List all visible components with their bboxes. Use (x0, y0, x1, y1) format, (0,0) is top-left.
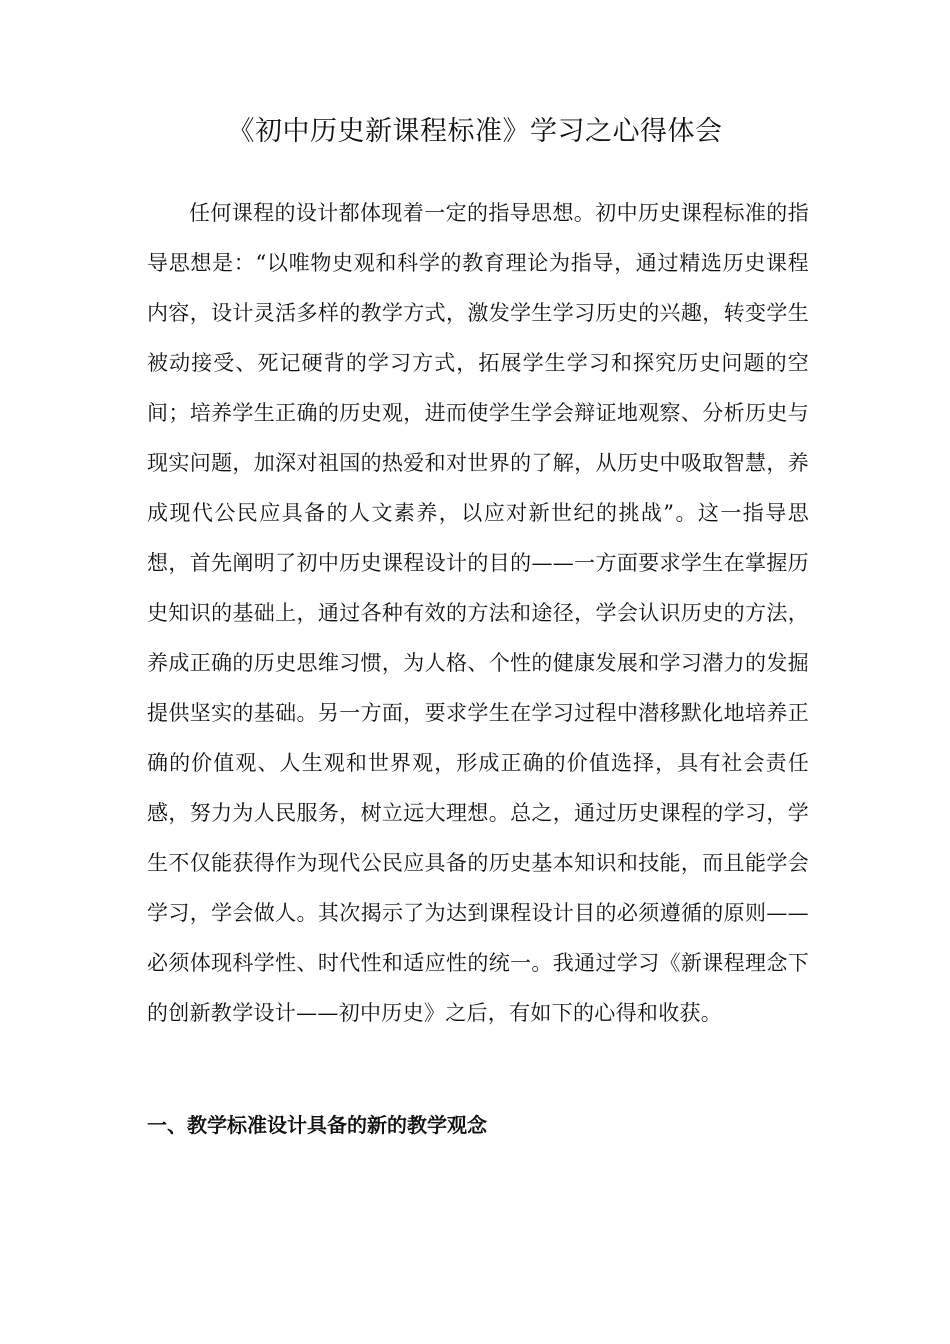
section-heading: 一、教学标准设计具备的新的教学观念 (147, 1113, 487, 1137)
document-title: 《初中历史新课程标准》学习之心得体会 (227, 116, 723, 147)
body-paragraph: 任何课程的设计都体现着一定的指导思想。初中历史课程标准的指导思想是：“以唯物史观和科学的教育理论为指导，通过精选历史课程内容，设计灵活多样的教学方式，激发学生学习历史的兴趣，转变学生被动接受、死记硬背的学习方式，拓展学生学习和探究历史问题的空间；培养学生正确的历史观，进而使学生学会辩证地观察、分析历史与现实问题，加深对祖国的热爱和对世界的了解，从历史中吸取智慧，养成现代公民应具备的人文素养，以应对新世纪的挑战”。这一指导思想，首先阐明了初中历史课程设计的目的——一方面要求学生在掌握历史知识的基础上，通过各种有效的方法和途径，学会认识历史的方法，养成正确的历史思维习惯，为人格、个性的健康发展和学习潜力的发掘提供坚实的基础。另一方面，要求学生在学习过程中潜移默化地培养正确的价值观、人生观和世界观，形成正确的价值选择，具有社会责任感，努力为人民服务，树立远大理想。总之，通过历史课程的学习，学生不仅能获得作为现代公民应具备的历史基本知识和技能，而且能学会学习，学会做人。其次揭示了为达到课程设计目的必须遵循的原则——必须体现科学性、时代性和适应性的统一。我通过学习《新课程理念下的创新教学设计——初中历史》之后，有如下的心得和收获。 (147, 201, 809, 1025)
